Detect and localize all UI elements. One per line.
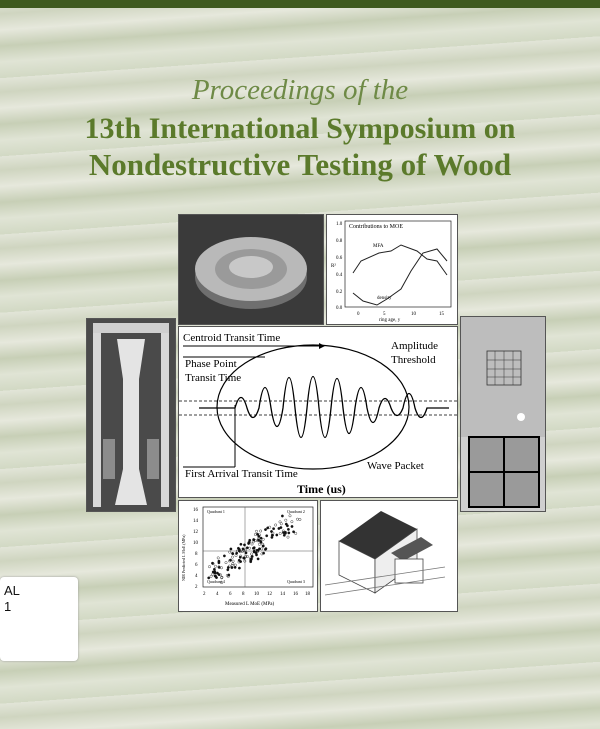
mini-y-tick: 1.0 [336, 222, 343, 227]
scatter-y-tick: 12 [193, 530, 198, 535]
scatter-point [266, 535, 268, 537]
scatter-point [292, 531, 294, 533]
scatter-point [291, 525, 293, 527]
scatter-point [210, 575, 212, 577]
scatter-x-tick: 14 [280, 592, 285, 597]
scatter-point [250, 553, 252, 555]
amplitude-label-2: Threshold [391, 354, 436, 366]
wood-disk-image [178, 214, 324, 325]
scatter-point [227, 569, 229, 571]
scatter-point [211, 562, 213, 564]
title-line-1: Proceedings of the [191, 74, 409, 106]
scatter-point [262, 538, 264, 540]
first-arrival-label: First Arrival Transit Time [185, 468, 298, 480]
scatter-point [214, 572, 216, 574]
time-axis-label: Time (us) [297, 482, 346, 496]
waveform-svg [179, 327, 457, 497]
scatter-point [260, 541, 262, 543]
ring-age-chart [326, 214, 458, 325]
scatter-point [214, 565, 216, 567]
scatter-y-tick: 14 [193, 519, 198, 524]
scatter-point [295, 532, 297, 534]
scatter-x-tick: 12 [267, 592, 272, 597]
scatter-point [243, 557, 245, 559]
scatter-point [261, 548, 263, 550]
waveform-diagram [178, 326, 458, 498]
test-rig-image [86, 318, 176, 512]
library-label [0, 577, 78, 661]
scatter-x-label: Measured L MoE (MPa) [225, 602, 275, 607]
library-label-line2: 1 [4, 599, 12, 614]
scatter-point [229, 551, 231, 553]
mini-x-tick: 10 [411, 312, 416, 317]
scatter-point [238, 548, 240, 550]
scatter-x-tick: 18 [305, 592, 310, 597]
scatter-point [248, 547, 250, 549]
scatter-point [279, 532, 281, 534]
scatter-point [229, 559, 231, 561]
scatter-point [285, 519, 287, 521]
phase-label-1: Phase Point [185, 358, 237, 370]
scatter-point [218, 566, 220, 568]
test-rig-drawing [87, 319, 175, 511]
scatter-point [208, 577, 210, 579]
scatter-point [232, 563, 234, 565]
scatter-point [283, 534, 285, 536]
scatter-point [231, 564, 233, 566]
scatter-point [243, 544, 245, 546]
scatter-point [253, 539, 255, 541]
scatter-point [231, 566, 233, 568]
mini-y-tick: 0.6 [336, 256, 343, 261]
scatter-point [255, 554, 257, 556]
mini-series-mfa: MFA [373, 244, 384, 249]
scatter-point [245, 552, 247, 554]
scatter-point [234, 564, 236, 566]
quadrant-4-label: Quadrant 4 [207, 579, 225, 584]
scatter-point [291, 521, 293, 523]
scatter-point [228, 574, 230, 576]
wave-packet-label: Wave Packet [367, 460, 424, 472]
quadrant-2-label: Quadrant 2 [287, 509, 305, 514]
amplitude-label-1: Amplitude [391, 340, 439, 352]
mini-x-label: ring age, y [379, 318, 401, 323]
scatter-point [234, 566, 236, 568]
scatter-point [272, 528, 274, 530]
scatter-y-tick: 2 [195, 585, 198, 590]
scatter-point [274, 524, 276, 526]
mini-chart-title: Contributions to MOE [349, 224, 404, 230]
scatter-point [262, 552, 264, 554]
scatter-point [250, 558, 252, 560]
mini-y-tick: 0.8 [336, 239, 343, 244]
scatter-plot [178, 500, 318, 612]
quadrant-3-label: Quadrant 3 [287, 579, 305, 584]
scatter-point [299, 518, 301, 520]
scatter-point [232, 560, 234, 562]
mini-x-tick: 15 [439, 312, 444, 317]
scatter-y-tick: 4 [195, 574, 198, 579]
scatter-point [259, 530, 261, 532]
scatter-x-tick: 10 [254, 592, 259, 597]
scatter-point [286, 525, 288, 527]
scatter-point [257, 558, 259, 560]
scatter-y-label: NIR Predicted L MoE (MPa) [181, 534, 186, 581]
scatter-x-tick: 8 [242, 592, 245, 597]
scatter-point [218, 562, 220, 564]
scatter-x-tick: 2 [203, 592, 206, 597]
scatter-point [264, 528, 266, 530]
scatter-point [235, 554, 237, 556]
scatter-point [223, 555, 225, 557]
mini-y-tick: 0.4 [336, 273, 343, 278]
scatter-point [288, 532, 290, 534]
scatter-point [246, 547, 248, 549]
scatter-point [287, 528, 289, 530]
scatter-point [208, 566, 210, 568]
scatter-point [251, 555, 253, 557]
scatter-point [256, 533, 258, 535]
specimen-image [460, 316, 546, 512]
scatter-point [238, 559, 240, 561]
scatter-point [230, 548, 232, 550]
library-label-line1: AL [4, 583, 20, 598]
phase-label-2: Transit Time [185, 372, 242, 384]
centroid-label: Centroid Transit Time [183, 332, 281, 344]
scatter-point [248, 541, 250, 543]
scatter-point [253, 547, 255, 549]
scatter-y-tick: 6 [195, 563, 198, 568]
house-drawing [320, 500, 458, 612]
mini-series-density: density [377, 296, 392, 301]
scatter-point [216, 572, 218, 574]
scatter-point [227, 566, 229, 568]
scatter-point [242, 548, 244, 550]
scatter-point [271, 536, 273, 538]
scatter-point [264, 548, 266, 550]
wood-disk-drawing [179, 215, 323, 324]
scatter-point [287, 536, 289, 538]
scatter-point [270, 530, 272, 532]
scatter-point [250, 561, 252, 563]
scatter-point [225, 561, 227, 563]
scatter-point [258, 543, 260, 545]
scatter-point [253, 551, 255, 553]
mini-y-label: R² [331, 264, 336, 269]
title-line-2: 13th International Symposium on [84, 112, 516, 145]
scatter-points [208, 515, 302, 584]
scatter-point [280, 526, 282, 528]
scatter-point [281, 515, 283, 517]
title-line-3: Nondestructive Testing of Wood [88, 147, 512, 182]
scatter-point [217, 557, 219, 559]
scatter-point [255, 530, 257, 532]
scatter-y-tick: 8 [195, 552, 198, 557]
top-bar [0, 0, 600, 8]
mini-y-tick: 0.2 [336, 290, 343, 295]
specimen-drawing [461, 317, 545, 511]
house-svg [321, 501, 457, 611]
scatter-point [289, 515, 291, 517]
scatter-point [231, 556, 233, 558]
mini-x-tick: 0 [357, 312, 360, 317]
scatter-x-tick: 16 [293, 592, 298, 597]
mini-x-tick: 5 [383, 312, 386, 317]
scatter-point [213, 568, 215, 570]
mini-y-tick: 0.0 [336, 306, 343, 311]
quadrant-1-label: Quadrant 1 [207, 509, 225, 514]
scatter-point [240, 543, 242, 545]
scatter-point [296, 518, 298, 520]
scatter-x-tick: 4 [216, 592, 219, 597]
scatter-point [251, 543, 253, 545]
scatter-y-tick: 10 [193, 541, 198, 546]
scatter-svg [179, 501, 317, 611]
scatter-point [238, 567, 240, 569]
scatter-y-tick: 16 [193, 508, 198, 513]
scatter-point [267, 527, 269, 529]
ring-age-chart-svg [327, 215, 457, 324]
scatter-point [279, 521, 281, 523]
scatter-point [220, 567, 222, 569]
scatter-x-tick: 6 [229, 592, 232, 597]
scatter-point [276, 534, 278, 536]
